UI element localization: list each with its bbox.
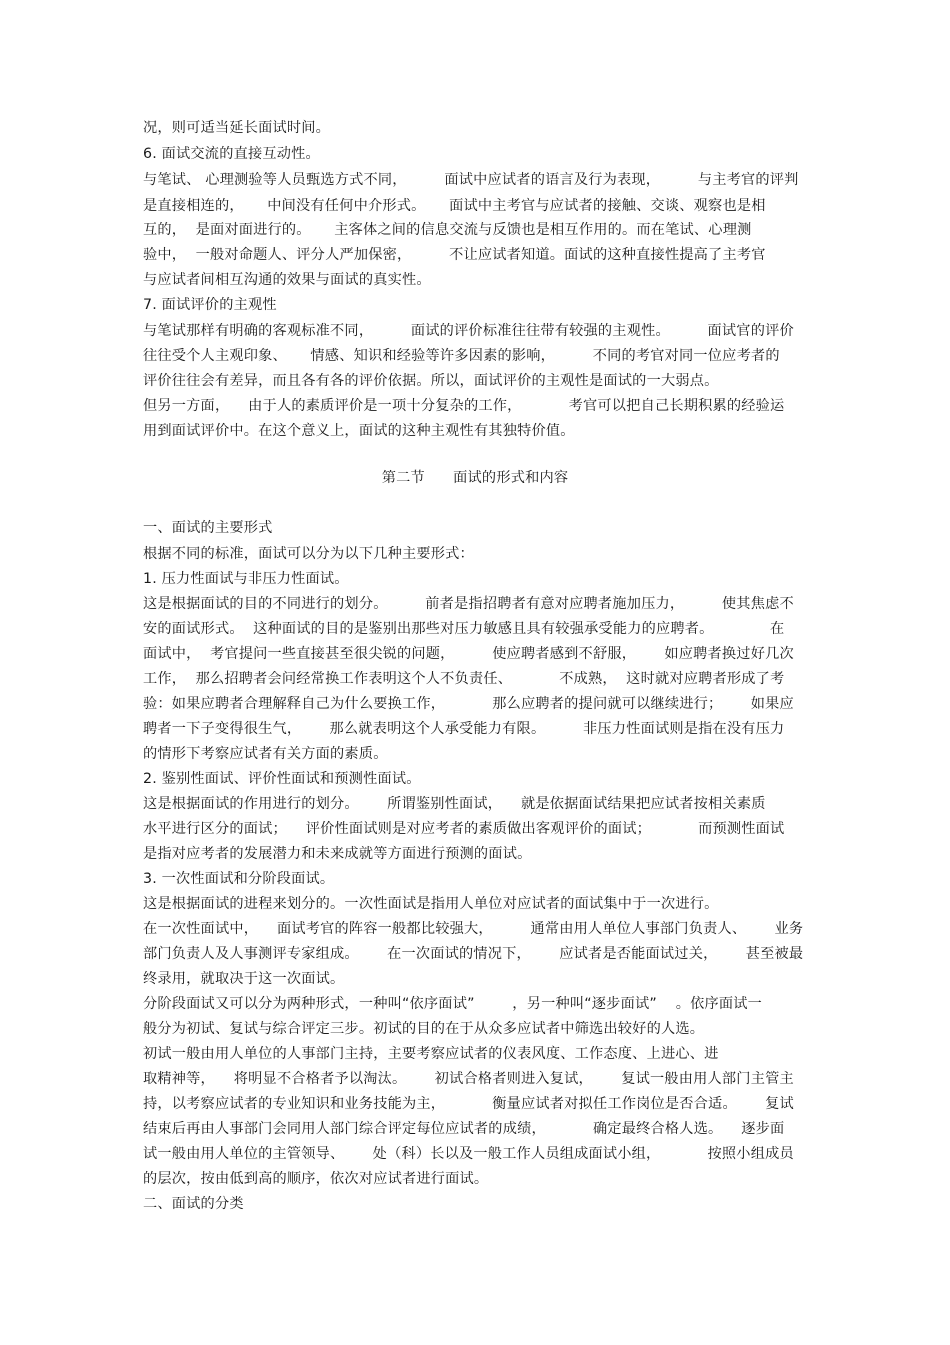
body-text-line: 往往受个人主观印象、 情感、知识和经验等许多因素的影响， 不同的考官对同一位应考者的 bbox=[143, 348, 780, 364]
section-title: 第二节 面试的形式和内容 bbox=[381, 470, 569, 486]
body-text-line: 是指对应考者的发展潜力和未来成就等方面进行预测的面试。 bbox=[143, 846, 532, 862]
body-text-line: 这是根据面试的进程来划分的。一次性面试是指用人单位对应试者的面试集中于一次进行。 bbox=[143, 896, 719, 912]
subheading-2: 2. 鉴别性面试、评价性面试和预测性面试。 bbox=[143, 771, 421, 787]
body-text-line: 终录用，就取决于这一次面试。 bbox=[143, 971, 345, 987]
body-text-line: 况，则可适当延长面试时间。 bbox=[143, 120, 331, 136]
body-text-line: 分阶段面试又可以分为两种形式，一种叫“依序面试” ，另一种叫“逐步面试” 。依序面试一 bbox=[143, 996, 763, 1012]
body-text-line: 验中， 一般对命题人、评分人严加保密， 不让应试者知道。面试的这种直接性提高了主考官 bbox=[143, 247, 766, 263]
body-text-line: 工作， 那么招聘者会问经常换工作表明这个人不负责任、 不成熟， 这时就对应聘者形成了考 bbox=[143, 671, 785, 687]
body-text-line: 部门负责人及人事测评专家组成。 在一次面试的情况下， 应试者是否能面试过关， 甚至被最 bbox=[143, 946, 804, 962]
body-text-line: 试一般由用人单位的主管领导、 处（科）长以及一般工作人员组成面试小组， 按照小组成员 bbox=[143, 1146, 794, 1162]
body-text-line: 互的， 是面对面进行的。 主客体之间的信息交流与反馈也是相互作用的。而在笔试、心理测 bbox=[143, 222, 752, 238]
body-text-line: 根据不同的标准，面试可以分为以下几种主要形式： bbox=[143, 546, 474, 562]
heading-classification: 二、面试的分类 bbox=[143, 1196, 244, 1212]
body-text-line: 结束后再由人事部门会同用人部门综合评定每位应试者的成绩， 确定最终合格人选。 逐步面 bbox=[143, 1121, 785, 1137]
body-text-line: 在一次性面试中， 面试考官的阵容一般都比较强大， 通常由用人单位人事部门负责人、 业务 bbox=[143, 921, 804, 937]
body-text-line: 安的面试形式。 这种面试的目的是鉴别出那些对压力敏感且具有较强承受能力的应聘者。 在 bbox=[143, 621, 785, 637]
body-text-line: 的情形下考察应试者有关方面的素质。 bbox=[143, 746, 388, 762]
body-text-line: 用到面试评价中。在这个意义上，面试的这种主观性有其独特价值。 bbox=[143, 423, 575, 439]
subheading-1: 1. 压力性面试与非压力性面试。 bbox=[143, 571, 349, 587]
body-text-line: 水平进行区分的面试； 评价性面试则是对应考者的素质做出客观评价的面试； 而预测性面试 bbox=[143, 821, 785, 837]
body-text-line: 与应试者间相互沟通的效果与面试的真实性。 bbox=[143, 272, 431, 288]
body-text-line: 是直接相连的， 中间没有任何中介形式。 面试中主考官与应试者的接触、交谈、观察也是相 bbox=[143, 198, 766, 214]
body-text-line: 初试一般由用人单位的人事部门主持，主要考察应试者的仪表风度、工作态度、上进心、进 bbox=[143, 1046, 719, 1062]
body-text-line: 的层次，按由低到高的顺序，依次对应试者进行面试。 bbox=[143, 1171, 489, 1187]
subheading-6: 6. 面试交流的直接互动性。 bbox=[143, 146, 320, 162]
body-text-line: 验：如果应聘者合理解释自己为什么要换工作， 那么应聘者的提问就可以继续进行； 如果应 bbox=[143, 696, 794, 712]
body-text-line: 与笔试那样有明确的客观标准不同， 面试的评价标准往往带有较强的主观性。 面试官的评价 bbox=[143, 323, 794, 339]
body-text-line: 面试中， 考官提问一些直接甚至很尖锐的问题， 使应聘者感到不舒服， 如应聘者换过好几次 bbox=[143, 646, 794, 662]
body-text-line: 但另一方面， 由于人的素质评价是一项十分复杂的工作， 考官可以把自己长期积累的经验运 bbox=[143, 398, 785, 414]
body-text-line: 这是根据面试的作用进行的划分。 所谓鉴别性面试， 就是依据面试结果把应试者按相关素质 bbox=[143, 796, 766, 812]
body-text-line: 持，以考察应试者的专业知识和业务技能为主， 衡量应试者对拟任工作岗位是否合适。 复试 bbox=[143, 1096, 794, 1112]
body-text-line: 这是根据面试的目的不同进行的划分。 前者是指招聘者有意对应聘者施加压力， 使其焦虑不 bbox=[143, 596, 794, 612]
body-text-line: 与笔试、 心理测验等人员甄选方式不同， 面试中应试者的语言及行为表现， 与主考官的评判 bbox=[143, 172, 799, 188]
body-text-line: 般分为初试、复试与综合评定三步。初试的目的在于从众多应试者中筛选出较好的人选。 bbox=[143, 1021, 705, 1037]
body-text-line: 取精神等， 将明显不合格者予以淘汰。 初试合格者则进入复试， 复试一般由用人部门主管主 bbox=[143, 1071, 794, 1087]
body-text-line: 聘者一下子变得很生气， 那么就表明这个人承受能力有限。 非压力性面试则是指在没有压力 bbox=[143, 721, 785, 737]
heading-main-forms: 一、面试的主要形式 bbox=[143, 520, 273, 536]
body-text-line: 评价往往会有差异，而且各有各的评价依据。所以，面试评价的主观性是面试的一大弱点。 bbox=[143, 373, 719, 389]
subheading-3: 3. 一次性面试和分阶段面试。 bbox=[143, 871, 335, 887]
subheading-7: 7. 面试评价的主观性 bbox=[143, 297, 277, 313]
